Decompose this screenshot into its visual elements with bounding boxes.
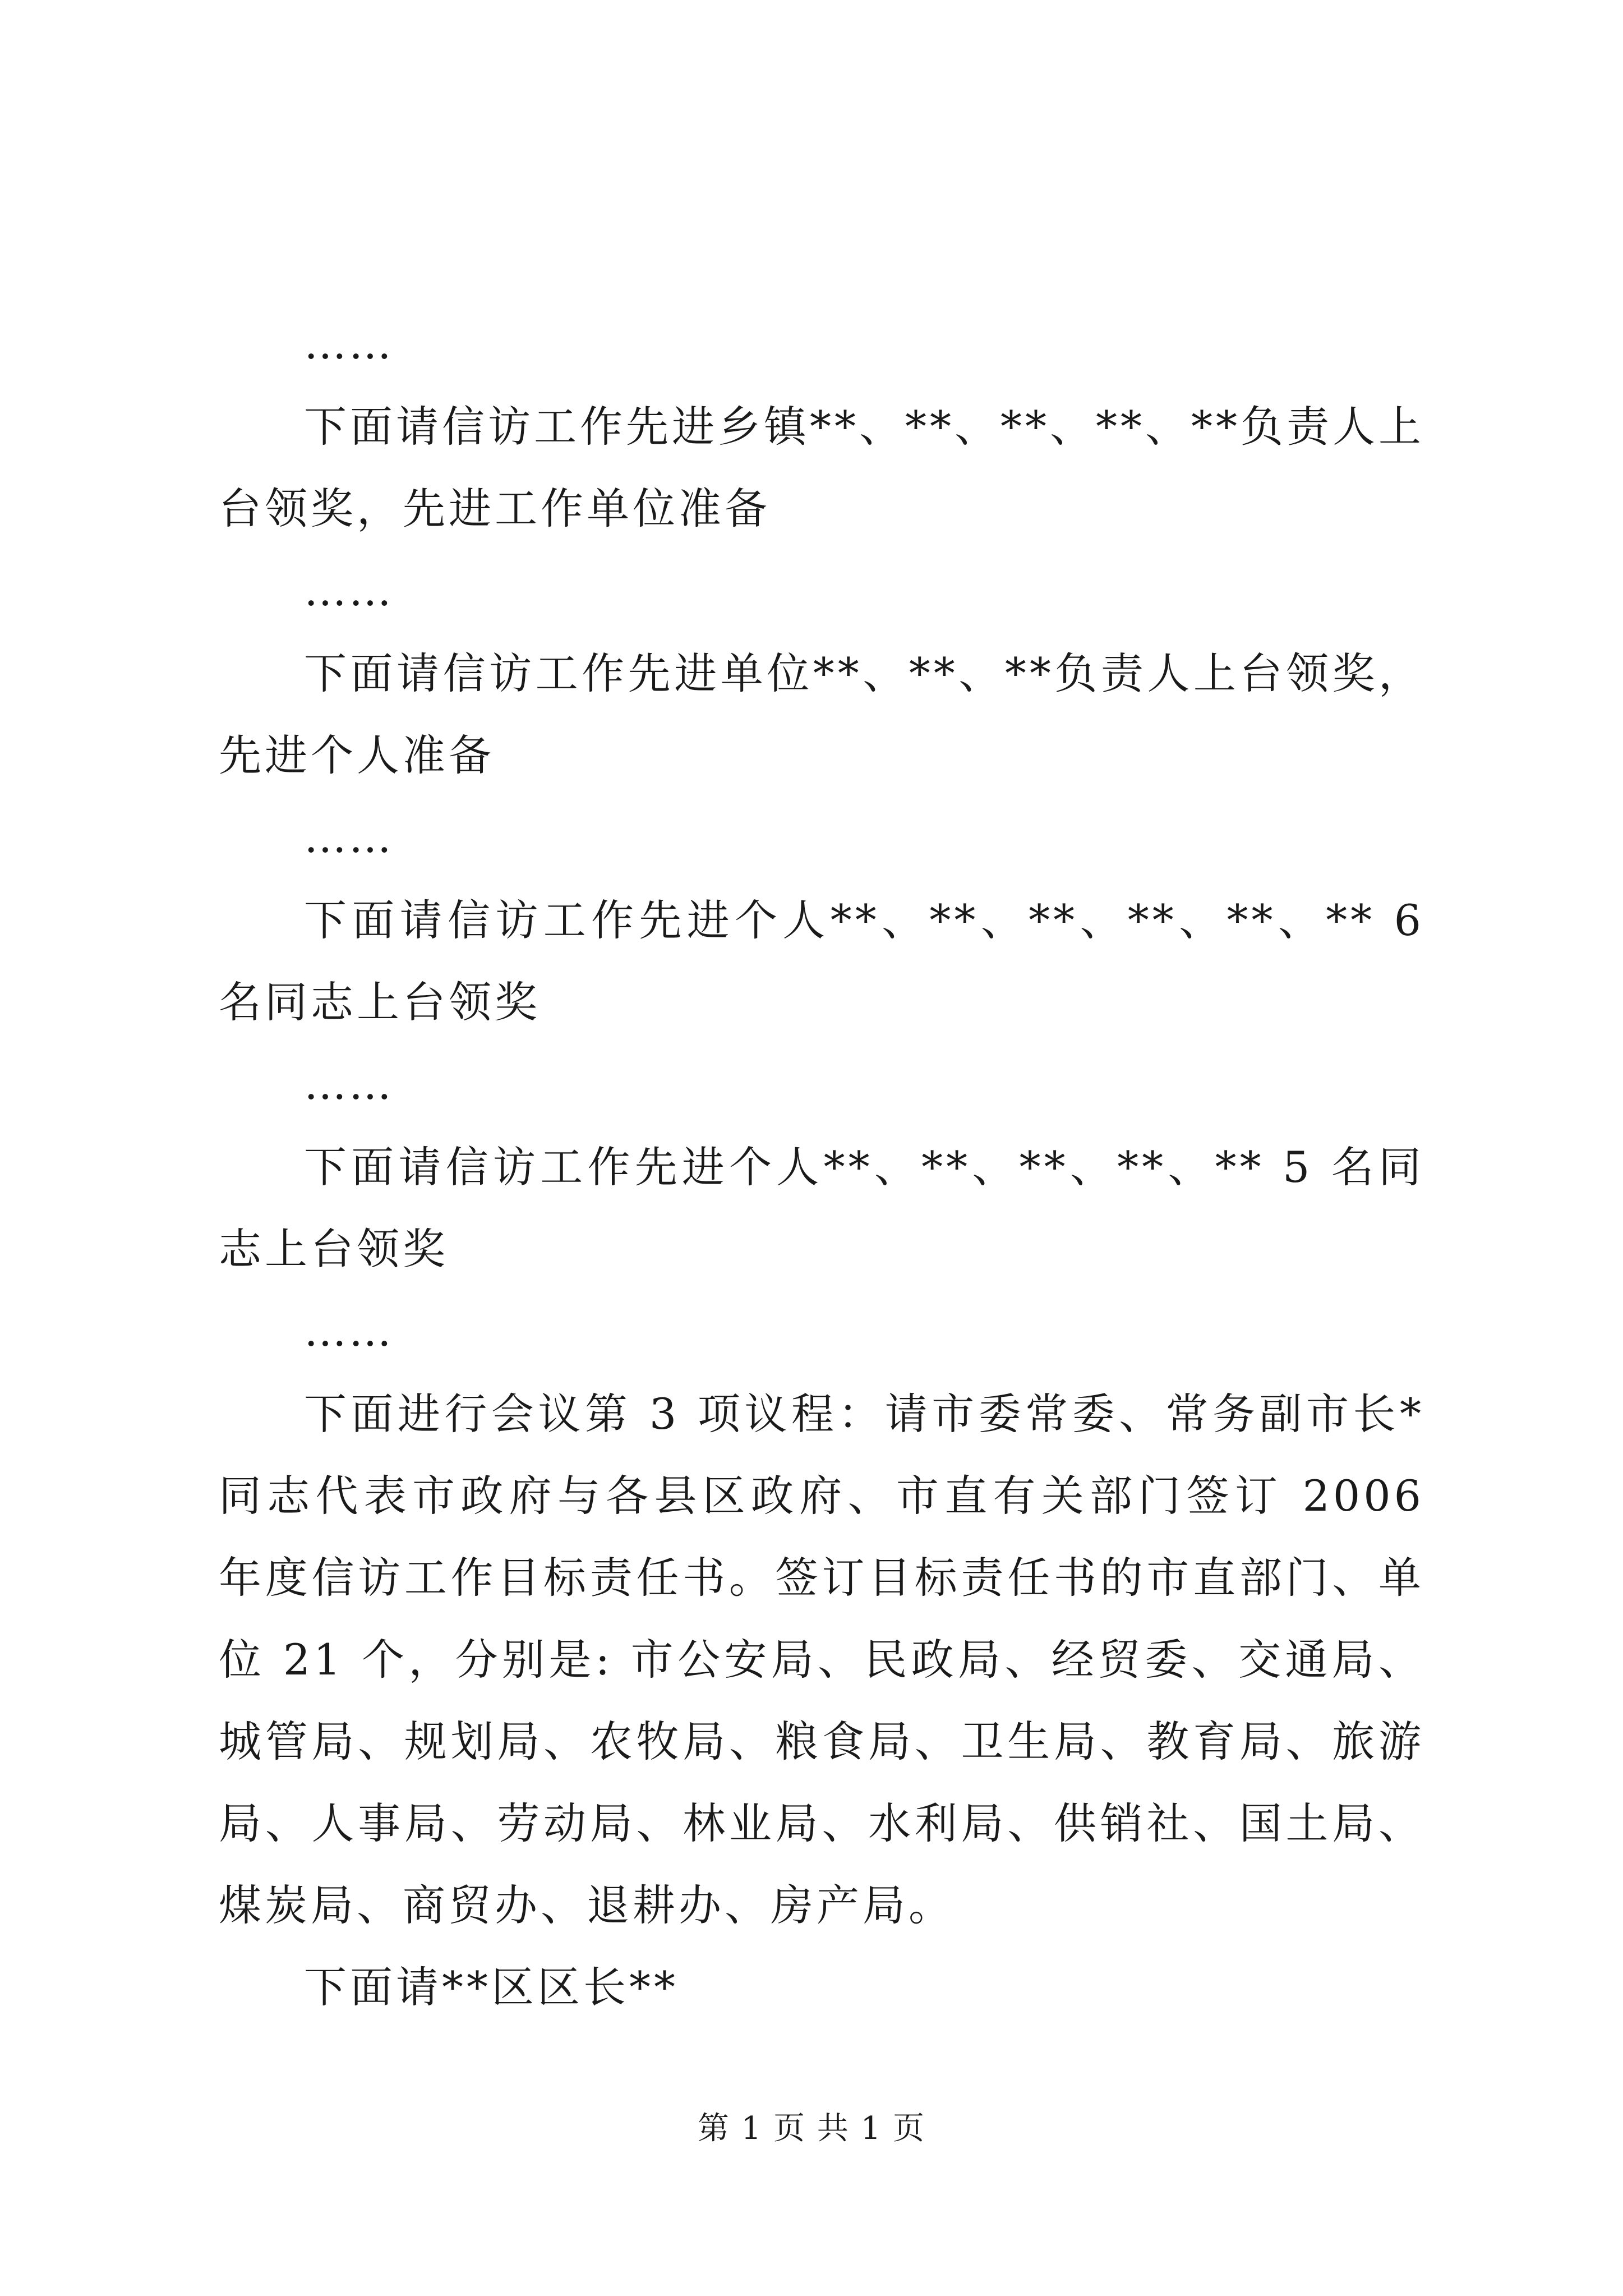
paragraph-township-award: 下面请信访工作先进乡镇**、**、**、**、**负责人上台领奖，先进工作单位准备 — [219, 402, 1424, 533]
paragraph-individual-award-5: 下面请信访工作先进个人**、**、**、**、** 5 名同志上台领奖 — [219, 1142, 1424, 1274]
ellipsis-line: …… — [304, 1306, 394, 1356]
ellipsis-line: …… — [304, 1059, 394, 1109]
ellipsis-line: …… — [304, 565, 394, 615]
paragraph-district-head: 下面请**区区长** — [304, 1962, 679, 2012]
ellipsis-line: …… — [304, 812, 394, 862]
page-footer: 第 1 页 共 1 页 — [697, 2110, 926, 2147]
ellipsis-line: …… — [304, 319, 394, 369]
paragraph-agenda-item-3: 下面进行会议第 3 项议程：请市委常委、常务副市长*同志代表市政府与各县区政府、市直有关部门签订 2006 年度信访工作目标责任书。签订目标责任书的市直部门、单位 21 个，分别是: 市公安局、民政局、经贸委、交通局、城管局、规划局、农牧局、粮食局、卫生局、教育局、旅游局、人事局、劳动局、林业局、水利局、供销社、国土局、煤炭局、商贸办、退耕办、房产局。 — [219, 1389, 1424, 1930]
paragraph-unit-award: 下面请信访工作先进单位**、**、**负责人上台领奖，先进个人准备 — [219, 648, 1424, 780]
paragraph-individual-award-6: 下面请信访工作先进个人**、**、**、**、**、** 6 名同志上台领奖 — [219, 895, 1424, 1027]
document-body — [219, 303, 1424, 2028]
